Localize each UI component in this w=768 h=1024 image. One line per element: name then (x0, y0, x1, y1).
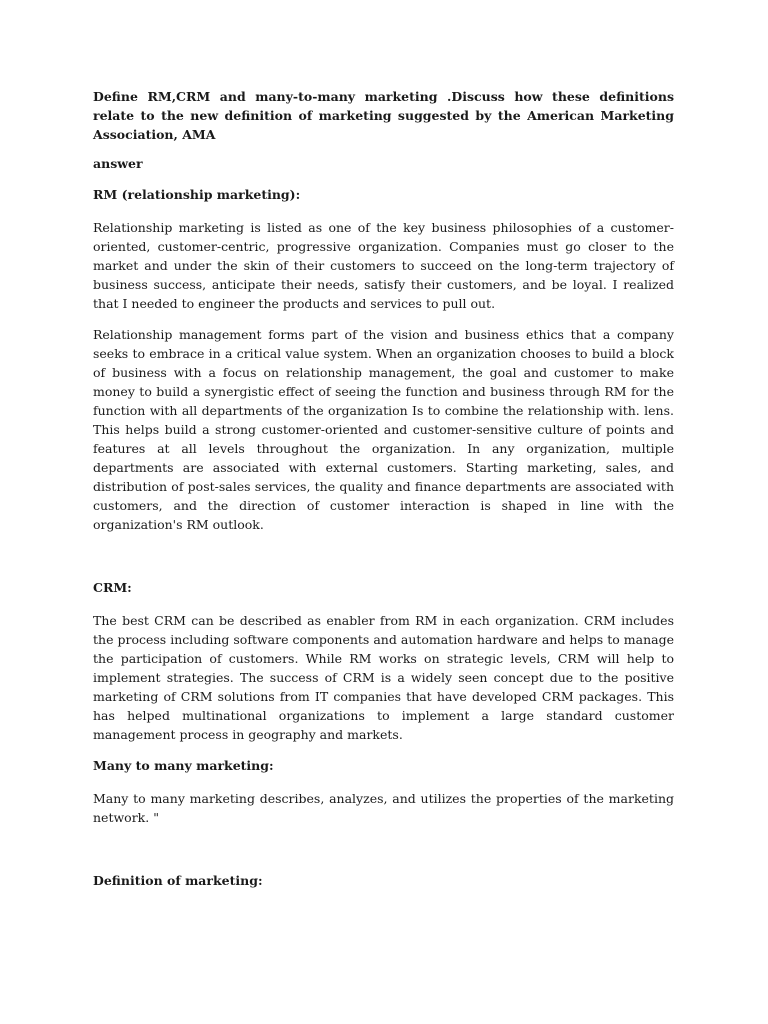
section-spacer (93, 839, 674, 871)
answer-label: answer (93, 156, 143, 171)
rm-paragraph-1: Relationship marketing is listed as one of the key business philosophies of a customer-oriented, customer-centric, progressive organization. Companies must go closer to the market and under the skin of their customers to succeed on the long-term trajectory of business success, anticipate their needs, satisfy their customers, and be loyal. I realized that I needed to engineer the products and services to pull out. (93, 220, 674, 311)
rm-paragraph-2: Relationship management forms part of the vision and business ethics that a company seeks to embrace in a critical value system. When an organization chooses to build a block of business with a focus on relationship management, the goal and customer to make money to build a synergistic effect of seeing the function and business through RM for the function with all departments of the organization Is to combine the relationship with. lens. This helps build a strong customer-oriented and customer-sensitive culture of points and features at all levels throughout the organization. In any organization, multiple departments are associated with external customers. Starting marketing, sales, and distribution of post-sales services, the quality and finance departments are associated with customers, and the direction of customer interaction is shaped in line with the organization's RM outlook. (93, 327, 674, 532)
definition-heading: Definition of marketing: (93, 873, 263, 888)
crm-paragraph-1: The best CRM can be described as enabler from RM in each organization. CRM includes the process including software components and automation hardware and helps to manage the participation of customers. While RM works on strategic levels, CRM will help to implement strategies. The success of CRM is a widely seen concept due to the positive marketing of CRM solutions from IT companies that have developed CRM packages. This has helped multinational organizations to implement a large standard customer management process in geography and markets. (93, 613, 674, 742)
many-to-many-paragraph-1: Many to many marketing describes, analyzes, and utilizes the properties of the marketing network. " (93, 791, 674, 825)
crm-heading: CRM: (93, 580, 132, 595)
section-spacer (93, 546, 674, 578)
question-text: Define RM,CRM and many-to-many marketing .Discuss how these definitions relate to the new definition of marketing suggested by the American Marketing Association, AMA (93, 89, 674, 142)
many-to-many-heading: Many to many marketing: (93, 758, 274, 773)
rm-heading: RM (relationship marketing): (93, 187, 301, 202)
document-page (93, 87, 674, 904)
